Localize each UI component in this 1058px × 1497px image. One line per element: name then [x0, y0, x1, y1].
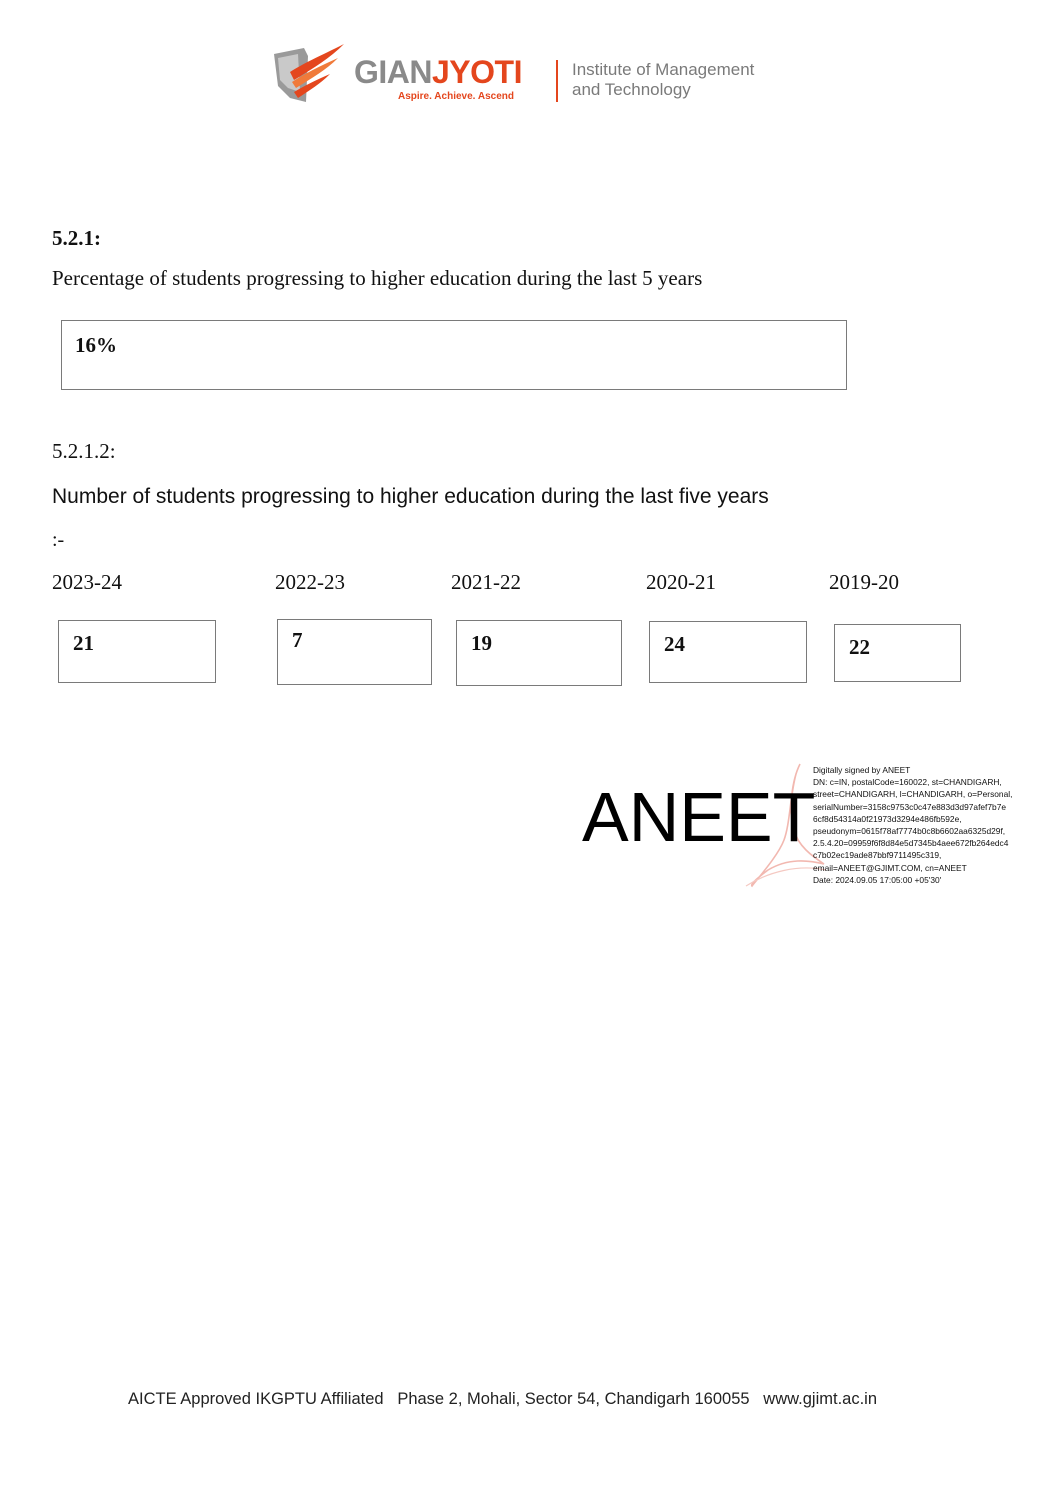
logo-tagline: Aspire. Achieve. Ascend	[398, 91, 514, 102]
value-2019-20: 22	[849, 635, 870, 659]
logo-brand-part1: GIAN	[354, 54, 432, 90]
year-label-2019-20: 2019-20	[829, 570, 899, 594]
value-box-2022-23	[277, 619, 432, 685]
logo-wordmark	[354, 56, 522, 88]
institute-name-line1: Institute of Management	[572, 60, 755, 79]
value-box-2019-20	[834, 624, 961, 682]
value-2023-24: 21	[73, 631, 94, 655]
signature-detail-line: 6cf8d54314a0f21973d3294e486fb592e,	[813, 813, 962, 824]
subcriterion-heading: 5.2.1.2:	[52, 439, 116, 463]
institute-logo	[268, 42, 798, 114]
institute-name	[572, 60, 754, 100]
value-2020-21: 24	[664, 632, 685, 656]
page-footer: AICTE Approved IKGPTU Affiliated Phase 2, Mohali, Sector 54, Chandigarh 160055 www.gjimt.ac.in	[128, 1390, 878, 1408]
year-label-2022-23: 2022-23	[275, 570, 345, 594]
value-2021-22: 19	[471, 631, 492, 655]
signature-detail-line: 2.5.4.20=09959f6f8d84e5d7345b4aee672fb264edc4	[813, 838, 1009, 849]
signature-detail-line: Digitally signed by ANEET	[813, 765, 911, 775]
signature-detail-line: DN: c=IN, postalCode=160022, st=CHANDIGARH,	[813, 777, 1002, 788]
logo-brand-part2: JYOTI	[432, 54, 522, 90]
value-box-2020-21	[649, 621, 807, 683]
value-box-2021-22	[456, 620, 622, 686]
signature-detail-line: Date: 2024.09.05 17:05:00 +05'30'	[813, 874, 942, 885]
year-label-2021-22: 2021-22	[451, 570, 521, 594]
percentage-answer-box	[61, 320, 847, 390]
shield-wing-icon	[268, 42, 346, 112]
criterion-heading: 5.2.1:	[52, 226, 101, 250]
year-label-2023-24: 2023-24	[52, 570, 122, 594]
subcriterion-suffix: :-	[52, 529, 65, 551]
percentage-value: 16%	[75, 333, 117, 357]
signature-details	[813, 764, 1012, 886]
criterion-question: Percentage of students progressing to higher education during the last 5 years	[52, 266, 703, 290]
value-2022-23: 7	[292, 628, 303, 652]
logo-divider	[556, 60, 558, 102]
year-label-2020-21: 2020-21	[646, 570, 716, 594]
signature-detail-line: c7b02ec19ade87bbf9711495c319,	[813, 850, 942, 861]
signature-detail-line: serialNumber=3158c9753c0c47e883d3d97afef7b7e	[813, 801, 1007, 812]
signature-name: ANEET	[582, 778, 816, 856]
signature-detail-line: pseudonym=0615f78af7774b0c8b6602aa6325d29f,	[813, 826, 1006, 837]
signature-detail-line: street=CHANDIGARH, l=CHANDIGARH, o=Personal,	[813, 789, 1013, 800]
subcriterion-question: Number of students progressing to higher education during the last five years	[52, 485, 769, 508]
signature-detail-line: email=ANEET@GJIMT.COM, cn=ANEET	[813, 862, 967, 873]
value-box-2023-24	[58, 620, 216, 683]
institute-name-line2: and Technology	[572, 80, 691, 99]
